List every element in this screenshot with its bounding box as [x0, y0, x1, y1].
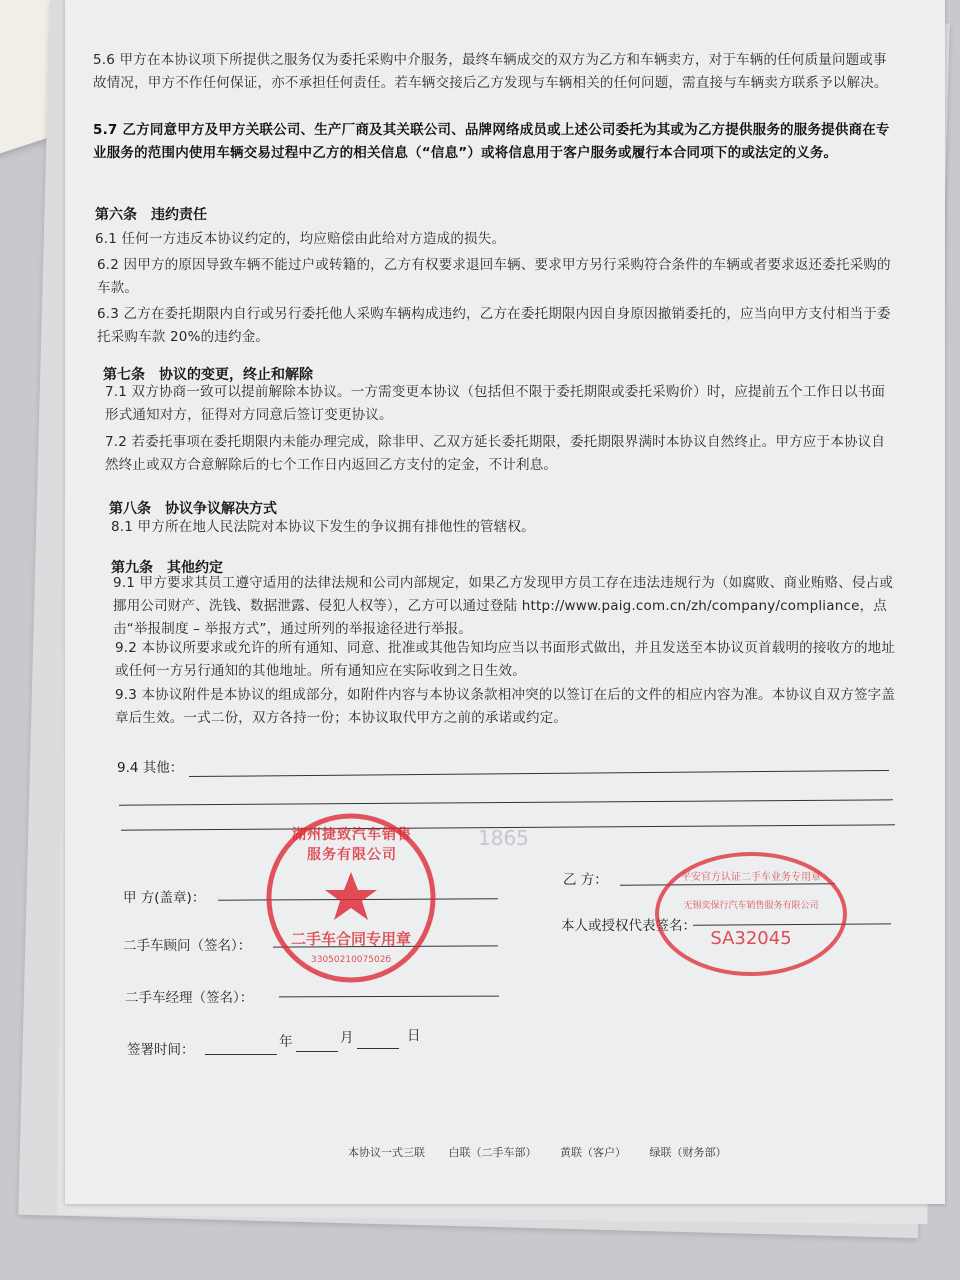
other-line-2[interactable]	[119, 799, 893, 805]
party-a-label: 甲 方(盖章)：	[123, 890, 206, 906]
article-9-heading: 第九条 其他约定	[111, 560, 223, 576]
clause-9-3: 9.3 本协议附件是本协议的组成部分，如附件内容与本协议条款相冲突的以签订在后的文件的相应内容为准。本协议自双方签字盖章后生效。一式二份，双方各持一份；本协议取代甲方之前的承诺或约定。	[115, 687, 896, 726]
company-seal-a	[263, 810, 439, 986]
article-7-heading: 第七条 协议的变更，终止和解除	[103, 367, 313, 383]
clause-6-2: 6.2 因甲方的原因导致车辆不能过户或转籍的，乙方有权要求退回车辆、要求甲方另行采购符合条件的车辆或者要求返还委托采购的车款。	[97, 257, 891, 296]
clause-6-3: 6.3 乙方在委托期限内自行或另行委托他人采购车辆构成违约，乙方在委托期限内因自身原因撤销委托的，应当向甲方支付相当于委托采购车款 20%的违约金。	[97, 306, 891, 345]
footer-copies: 本协议一式三联	[348, 1146, 425, 1159]
clause-7-2: 7.2 若委托事项在委托期限内未能办理完成，除非甲、乙双方延长委托期限，委托期限界满时本协议自然终止。甲方应于本协议自然终止或双方合意解除后的七个工作日内返回乙方支付的定金，不计利息。	[105, 434, 886, 473]
footer-white: 白联（二手车部）	[448, 1146, 537, 1159]
day-line[interactable]	[357, 1048, 399, 1049]
clause-9-1: 9.1 甲方要求其员工遵守适用的法律法规和公司内部规定，如果乙方发现甲方员工存在违法违规行为（如腐败、商业贿赂、侵占或挪用公司财产、洗钱、数据泄露、侵犯人权等），乙方可以通过登陆 http://www.paig.com.cn/zh/company/compliance，点击“举报制度 – 举报方式”，通过所列的举报途径进行举报。	[113, 575, 894, 637]
other-line-1[interactable]	[189, 770, 889, 777]
seal-b-top-text: 平安官方认证二手车业务专用章	[681, 872, 821, 883]
manager-line[interactable]	[279, 996, 499, 998]
year-line[interactable]	[205, 1054, 277, 1055]
seal-a-bottom-text: 二手车合同专用章	[291, 930, 412, 948]
clause-8-1: 8.1 甲方所在地人民法院对本协议下发生的争议拥有排他性的管辖权。	[111, 519, 535, 535]
handwritten-number: 1865	[478, 826, 529, 850]
footer-green: 绿联（财务部）	[649, 1146, 727, 1159]
company-seal-b	[653, 850, 849, 978]
party-b-rep-label: 本人或授权代表签名：	[561, 918, 696, 934]
seal-b-code: SA32045	[710, 928, 792, 949]
seal-a-number: 3305021007502б	[311, 955, 391, 965]
clause-9-4-label: 9.4 其他：	[117, 760, 184, 776]
party-b-label: 乙 方：	[563, 872, 608, 888]
month-label: 月	[340, 1030, 354, 1046]
clause-6-1: 6.1 任何一方违反本协议约定的，均应赔偿由此给对方造成的损失。	[95, 231, 506, 247]
clause-5-7: 5.7 乙方同意甲方及甲方关联公司、生产厂商及其关联公司、品牌网络成员或上述公司委托为其或为乙方提供服务的服务提供商在专业服务的范围内使用车辆交易过程中乙方的相关信息（“信息”）或将信息用于客户服务或履行本合同项下的或法定的义务。	[93, 122, 890, 161]
contract-page	[65, 0, 945, 1204]
date-label: 签署时间：	[127, 1042, 195, 1058]
seal-b-name-text: 无锡奕保行汽车销售服务有限公司	[683, 901, 819, 911]
manager-label: 二手车经理（签名）：	[125, 990, 254, 1006]
year-label: 年	[279, 1034, 293, 1050]
article-6-heading: 第六条 违约责任	[95, 207, 207, 223]
advisor-label: 二手车顾问（签名）：	[123, 938, 252, 954]
seal-a-ring-text: 湖州捷致汽车销售服务有限公司	[292, 827, 412, 863]
month-line[interactable]	[296, 1051, 338, 1052]
clause-7-1: 7.1 双方协商一致可以提前解除本协议。一方需变更本协议（包括但不限于委托期限或委托采购价）时，应提前五个工作日以书面形式通知对方，征得对方同意后签订变更协议。	[105, 384, 886, 423]
footer-yellow: 黄联（客户）	[560, 1146, 626, 1159]
article-8-heading: 第八条 协议争议解决方式	[109, 501, 277, 517]
clause-5-6: 5.6 甲方在本协议项下所提供之服务仅为委托采购中介服务，最终车辆成交的双方为乙方和车辆卖方，对于车辆的任何质量问题或事故情况，甲方不作任何保证，亦不承担任何责任。若车辆交接后乙方发现与车辆相关的任何问题，需直接与车辆卖方联系予以解决。	[93, 52, 888, 91]
copies-footer	[348, 1144, 747, 1160]
clause-9-2: 9.2 本协议所要求或允许的所有通知、同意、批准或其他告知均应当以书面形式做出，并且发送至本协议页首载明的接收方的地址或任何一方另行通知的其他地址。所有通知应在实际收到之日生效。	[115, 640, 896, 679]
day-label: 日	[407, 1028, 421, 1044]
